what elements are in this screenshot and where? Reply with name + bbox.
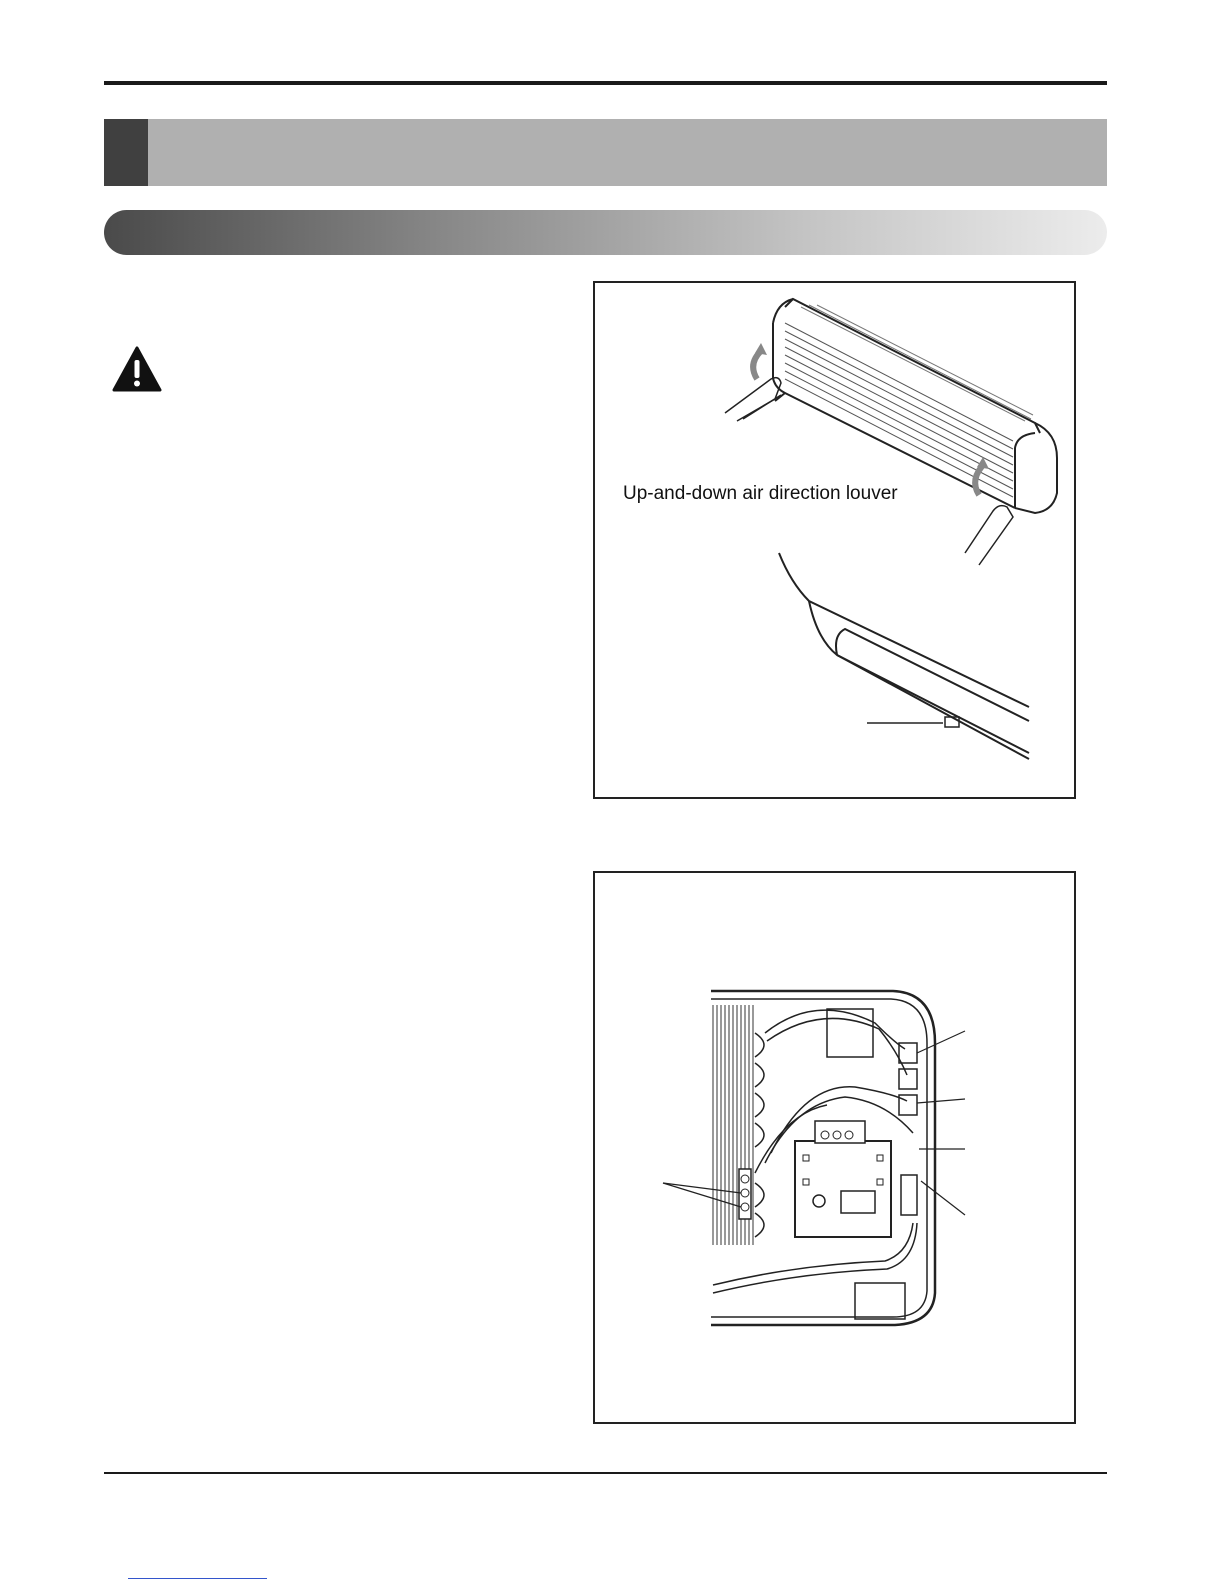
section-marker [104, 119, 148, 186]
bottom-rule [104, 1472, 1107, 1474]
warning-triangle-icon [112, 346, 162, 392]
indoor-unit-illustration [595, 283, 1074, 797]
figure-indoor-unit-louver [593, 281, 1076, 799]
section-header-bar [104, 119, 1107, 186]
control-box-illustration [595, 873, 1074, 1422]
footer-link-underline[interactable] [128, 1578, 267, 1579]
top-rule [104, 81, 1107, 85]
louver-label: Up-and-down air direction louver [623, 483, 898, 504]
subsection-header-bar [104, 210, 1107, 255]
figure-control-box-wiring [593, 871, 1076, 1424]
